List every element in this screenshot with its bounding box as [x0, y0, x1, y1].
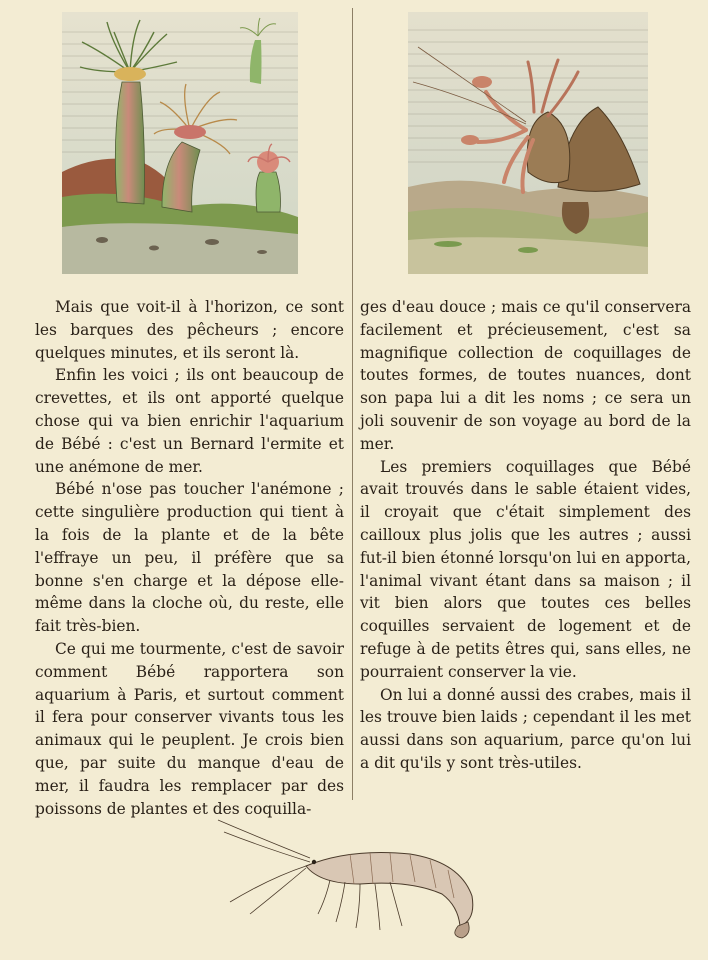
paragraph-continued: ges d'eau douce ; mais ce qu'il conservera facilement et précieusement, c'est sa magnifique collection de coquillages de toutes formes, de toutes nuances, dont son papa lui a dit les noms ; ce sera un joli souvenir de son voyage au bord de la mer. [360, 298, 691, 453]
text-column-right [360, 296, 691, 775]
paragraph: On lui a donné aussi des crabes, mais il les trouve bien laids ; cependant il les met aussi dans son aquarium, parce qu'on lui a dit qu'ils y sont très-utiles. [360, 685, 691, 772]
text-column-left [35, 296, 344, 820]
hermit-crab-illustration [408, 12, 648, 274]
shrimp-illustration [210, 818, 490, 942]
paragraph: Enfin les voici ; ils ont beaucoup de crevettes, et ils ont apporté quelque chose qui va bien enrichir l'aquarium de Bébé : c'est un Bernard l'ermite et une anémone de mer. [35, 366, 344, 476]
sea-anemones-illustration [62, 12, 298, 274]
paragraph: Bébé n'ose pas toucher l'anémone ; cette singulière production qui tient à la fois de la plante et de la bête l'effraye un peu, il préfère que sa bonne s'en charge et la dépose elle-même dans la cloche où, du reste, elle fait très-bien. [35, 480, 344, 636]
paragraph: Mais que voit-il à l'horizon, ce sont les barques des pêcheurs ; encore quelques minutes, et ils seront là. [35, 298, 344, 362]
paragraph: Ce qui me tourmente, c'est de savoir comment Bébé rapportera son aquarium à Paris, et surtout comment il fera pour conserver vivants tous les animaux qui le peuplent. Je crois bien que, par suite du manque d'eau de mer, il faudra les remplacer par des poissons de plantes et des coquilla- [35, 639, 344, 818]
column-divider [352, 8, 353, 800]
paragraph: Les premiers coquillages que Bébé avait trouvés dans le sable étaient vides, il croyait que c'était simplement des cailloux plus jolis que les autres ; aussi fut-il bien étonné lorsqu'on lui en apporta, l'animal vivant étant dans sa maison ; il vit bien alors que toutes ces belles coquilles servaient de logement et de refuge à de petits êtres qui, sans elles, ne pourraient conserver la vie. [360, 457, 691, 681]
